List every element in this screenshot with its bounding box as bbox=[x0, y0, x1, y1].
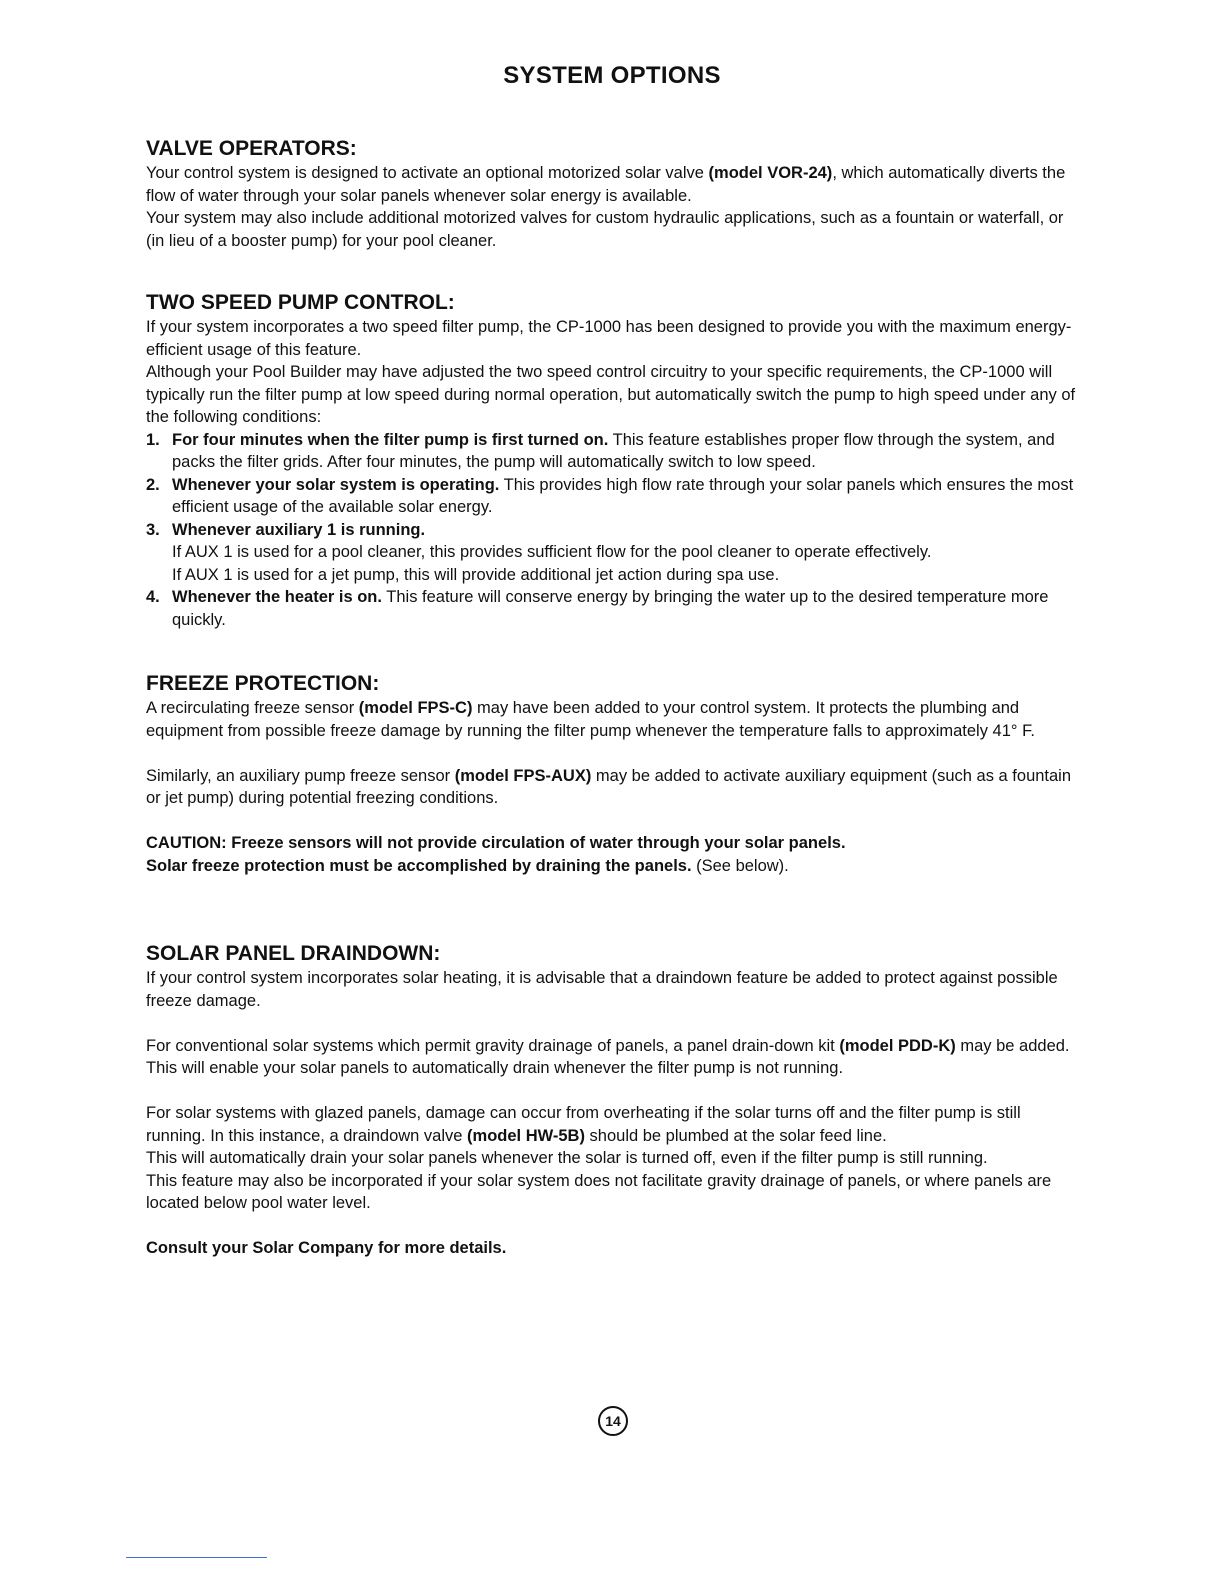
paragraph: For conventional solar systems which permit gravity drainage of panels, a panel drain-down kit (model PDD-K) may be added. This will enable your solar panels to automatically drain whenever the filter pump is not running. bbox=[146, 1036, 1070, 1077]
section-heading: TWO SPEED PUMP CONTROL: bbox=[146, 291, 455, 314]
paragraph: If your system incorporates a two speed filter pump, the CP-1000 has been designed to provide you with the maximum energy-efficient usage of this feature. bbox=[146, 318, 1072, 359]
list-item: 2. Whenever your solar system is operating. This provides high flow rate through your solar panels which ensures the most efficient usage of the available solar energy. bbox=[146, 475, 1074, 516]
paragraph: Although your Pool Builder may have adjusted the two speed control circuitry to your specific requirements, the CP-1000 will typically run the filter pump at low speed during normal operation, but automatically switch the pump to high speed under any of the following conditions: bbox=[146, 363, 1076, 426]
section-two-speed-pump bbox=[146, 290, 1081, 631]
paragraph: This will automatically drain your solar panels whenever the solar is turned off, even if the filter pump is still running. bbox=[146, 1149, 988, 1167]
section-solar-draindown bbox=[146, 941, 1081, 1260]
footer-rule bbox=[126, 1557, 267, 1558]
paragraph: For solar systems with glazed panels, damage can occur from overheating if the solar turns off and the filter pump is still running. In this instance, a draindown valve (model HW-5B) should be plumbed at the solar feed line. bbox=[146, 1104, 1021, 1145]
caution-note: CAUTION: Freeze sensors will not provide circulation of water through your solar panels. Solar freeze protection must be accomplished by draining the panels. (See below). bbox=[146, 834, 846, 875]
consult-note: Consult your Solar Company for more details. bbox=[146, 1239, 507, 1257]
section-heading: VALVE OPERATORS: bbox=[146, 137, 357, 160]
section-valve-operators bbox=[146, 136, 1081, 252]
paragraph: If your control system incorporates solar heating, it is advisable that a draindown feature be added to protect against possible freeze damage. bbox=[146, 969, 1058, 1010]
section-heading: SOLAR PANEL DRAINDOWN: bbox=[146, 942, 441, 965]
section-freeze-protection bbox=[146, 671, 1081, 877]
section-heading: FREEZE PROTECTION: bbox=[146, 672, 380, 695]
paragraph: Your control system is designed to activate an optional motorized solar valve (model VOR-24), which automatically diverts the flow of water through your solar panels whenever solar energy is available. bbox=[146, 164, 1066, 205]
page-number: 14 bbox=[598, 1406, 628, 1436]
page-title: SYSTEM OPTIONS bbox=[503, 62, 721, 89]
paragraph: This feature may also be incorporated if your solar system does not facilitate gravity drainage of panels, or where panels are located below pool water level. bbox=[146, 1171, 1052, 1212]
list-item: 4. Whenever the heater is on. This feature will conserve energy by bringing the water up to the desired temperature more quickly. bbox=[146, 588, 1049, 629]
paragraph: Similarly, an auxiliary pump freeze sensor (model FPS-AUX) may be added to activate auxiliary equipment (such as a fountain or jet pump) during potential freezing conditions. bbox=[146, 766, 1072, 807]
list-item: 1. For four minutes when the filter pump is first turned on. This feature establishes proper flow through the system, and packs the filter grids. After four minutes, the pump will automatically switch to low speed. bbox=[146, 430, 1055, 471]
conditions-list bbox=[146, 429, 1081, 632]
list-item: 3. Whenever auxiliary 1 is running. If AUX 1 is used for a pool cleaner, this provides sufficient flow for the pool cleaner to operate effectively. If AUX 1 is used for a jet pump, this will provide additional jet action during spa use. bbox=[146, 520, 932, 584]
paragraph: Your system may also include additional motorized valves for custom hydraulic applications, such as a fountain or waterfall, or (in lieu of a booster pump) for your pool cleaner. bbox=[146, 209, 1064, 250]
paragraph: A recirculating freeze sensor (model FPS-C) may have been added to your control system. It protects the plumbing and equipment from possible freeze damage by running the filter pump whenever the temperature falls to approximately 41° F. bbox=[146, 699, 1035, 740]
